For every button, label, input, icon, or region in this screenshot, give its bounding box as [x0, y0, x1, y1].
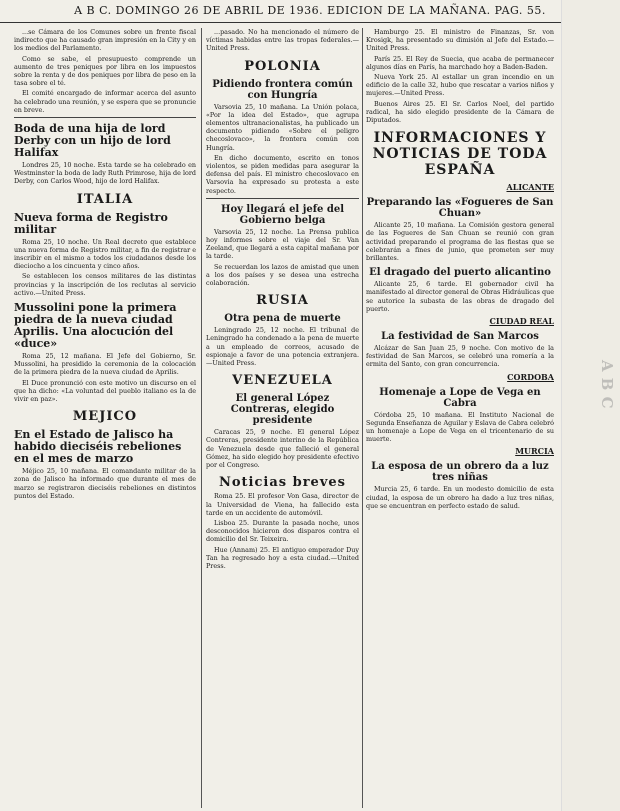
column-rule [201, 28, 202, 808]
article-headline: Nueva forma de Registro militar [14, 210, 168, 236]
paragraph: En dicho documento, escrito en tonos violentos, se piden medidas para asegurar la defensa del país. El ministro checoslovaco en Varsovia ha expresado su protesta a este respecto. [206, 153, 359, 195]
column-3 [366, 28, 554, 808]
article-headline: Preparando las «Fogueres de San Chuan» [366, 197, 554, 220]
article-headline: La esposa de un obrero da a luz tres niñas [371, 461, 549, 484]
section-banner: INFORMACIONES Y NOTICIAS DE TODA ESPAÑA [372, 130, 548, 179]
paragraph: Nueva York 25. Al estallar un gran incendio en un edificio de la calle 32, hubo que rescatar a varios niños y mujeres.—United Press. [366, 73, 554, 98]
column-1 [14, 28, 196, 808]
paragraph: Alicante 25, 6 tarde. El gobernador civil ha manifestado al director general de Obras Hidráulicas que se autorice la subasta de las obras de dragado del puerto. [366, 280, 554, 313]
paragraph: Londres 25, 10 noche. Esta tarde se ha celebrado en Westminster la boda de lady Ruth Primrose, hija de lord Derby, con Carlos Wood, hijo de lord Halifax. [14, 161, 196, 186]
divider [206, 198, 359, 199]
paragraph: París 25. El Rey de Suecia, que acaba de permanecer algunos días en París, ha marchado hoy a Baden-Baden. [366, 54, 554, 71]
region-label: ALICANTE [506, 182, 554, 193]
paragraph: Roma 25, 10 noche. Un Real decreto que establece una nueva forma de Registro militar, a fin de registrar e inscribir en el mismo a todos los ciudadanos desde los dieciocho a los cincuenta y cinco años. [14, 237, 196, 271]
paragraph: Alicante 25, 10 mañana. La Comisión gestora general de las Fogueres de San Chuan se reunió con gran actividad preparando el programa de las fiestas que se celebrarán a fines de junio, que prometen ser muy brillantes. [366, 221, 554, 263]
paragraph: Hamburgo 25. El ministro de Finanzas, Sr. von Krosigk, ha presentado su dimisión al Jefe del Estado.—United Press. [366, 28, 554, 53]
region-label: MURCIA [515, 446, 554, 457]
region-label: CORDOBA [507, 371, 554, 382]
paragraph: Caracas 25, 9 noche. El general López Contreras, presidente interino de la República de Venezuela desde que falleció el general Gómez, ha sido elegido hoy presidente efectivo por el Congreso. [206, 428, 359, 470]
article-headline: Mussolini pone la primera piedra de la nueva ciudad Aprilis. Una alocución del «duce» [14, 301, 177, 351]
paragraph: Roma 25, 12 mañana. El Jefe del Gobierno, Sr. Mussolini, ha presidido la ceremonia de la colocación de la primera piedra de la nueva ciudad de Aprilis. [14, 352, 196, 377]
paragraph: Buenos Aires 25. El Sr. Carlos Noel, del partido radical, ha sido elegido presidente de la Cámara de Diputados. [366, 99, 554, 125]
paragraph: Lisboa 25. Durante la pasada noche, unos desconocidos hicieron dos disparos contra el domicilio del Sr. Teixeira. [206, 518, 359, 544]
article-headline: Otra pena de muerte [224, 313, 341, 325]
column-rule [362, 28, 363, 808]
paragraph: Córdoba 25, 10 mañana. El Instituto Nacional de Segunda Enseñanza de Aguilar y Eslava de Cabra celebró un homenaje a Lope de Vega en el tricentenario de su muerte. [366, 410, 554, 444]
article-headline: Pidiendo frontera común con Hungría [212, 78, 353, 101]
paragraph: Leningrado 25, 12 noche. El tribunal de Leningrado ha condenado a la pena de muerte a un empleado de correos, acusado de espionaje a favor de una potencia extranjera.—United Press. [206, 326, 359, 368]
article-headline: Boda de una hija de lord Derby con un hijo de lord Halifax [14, 122, 171, 160]
paragraph: ...se Cámara de los Comunes sobre un frente fiscal indirecto que ha causado gran impresión en la City y en los medios del Parlamento. [14, 28, 196, 53]
divider [14, 117, 196, 118]
article-headline: El general López Contreras, elegido presidente [230, 393, 335, 427]
paragraph: Murcia 25, 6 tarde. En un modesto domicilio de esta ciudad, la esposa de un obrero ha dado a luz tres niñas, que se encuentran en perfecto estado de salud. [366, 485, 554, 510]
column-2 [206, 28, 359, 808]
paragraph: El comité encargado de informar acerca del asunto ha celebrado una reunión, y se espera que se pronuncie en breve. [14, 89, 196, 114]
article-headline: La festividad de San Marcos [381, 331, 539, 343]
paragraph: Se establecen los censos militares de las distintas provincias y la inscripción de los reclutas al servicio activo.—United Press. [14, 272, 196, 297]
watermark: ABC [598, 360, 616, 415]
paragraph: Varsovia 25, 12 noche. La Prensa publica hoy informes sobre el viaje del Sr. Van Zeeland, que llegará a esta capital mañana por la tarde. [206, 227, 359, 261]
paragraph: El Duce pronunció con este motivo un discurso en el que ha dicho: «La voluntad del pueblo italiano es la de vivir en paz». [14, 378, 196, 404]
article-headline: El dragado del puerto alicantino [369, 267, 551, 279]
paragraph: Varsovia 25, 10 mañana. La Unión polaca, «Por la idea del Estado», que agrupa elementos ultranacionalistas, ha publicado un documento pidiendo «Sobre el peligro checoslovaco», la frontera común con Hungría. [206, 102, 359, 152]
region-label: CIUDAD REAL [489, 316, 554, 327]
section-title: MEJICO [72, 409, 138, 425]
paragraph: Se recuerdan los lazos de amistad que unen a los dos países y se desea una estrecha colaboración. [206, 262, 359, 288]
paragraph: Hue (Annam) 25. El antiguo emperador Duy Tan ha regresado hoy a esta ciudad.—United Press. [206, 545, 359, 570]
article-headline: En el Estado de Jalisco ha habido dieciséis rebeliones en el mes de marzo [14, 428, 182, 466]
paragraph: Méjico 25, 10 mañana. El comandante militar de la zona de Jalisco ha informado que durante el mes de marzo se registraron dieciséis rebeliones en distintos puntos del Estado. [14, 467, 196, 500]
paragraph: ...pasado. No ha mencionado el número de víctimas habidas entre las tropas federales.—United Press. [206, 28, 359, 53]
article-headline: Hoy llegará el jefe del Gobierno belga [221, 203, 344, 226]
article-headline: Homenaje a Lope de Vega en Cabra [379, 386, 541, 409]
masthead: A B C. DOMINGO 26 DE ABRIL DE 1936. EDICION DE LA MAÑANA. PAG. 55. [0, 0, 620, 23]
paragraph: Alcázar de San Juan 25, 9 noche. Con motivo de la festividad de San Marcos, se celebró una romería a la ermita del Santo, con gran concurrencia. [366, 344, 554, 369]
section-title: POLONIA [244, 58, 321, 74]
section-title: VENEZUELA [232, 373, 333, 389]
paragraph: Como se sabe, el presupuesto comprende un aumento de tres peniques por libra en los impuestos sobre la renta y de dos peniques por libra de peso en la tasa sobre el té. [14, 54, 196, 88]
section-title: RUSIA [256, 293, 309, 309]
section-title: ITALIA [76, 191, 134, 207]
paragraph: Roma 25. El profesor Von Gasa, director de la Universidad de Viena, ha fallecido esta tarde en un accidente de automóvil. [206, 492, 359, 517]
section-title: Noticias breves [219, 475, 346, 491]
